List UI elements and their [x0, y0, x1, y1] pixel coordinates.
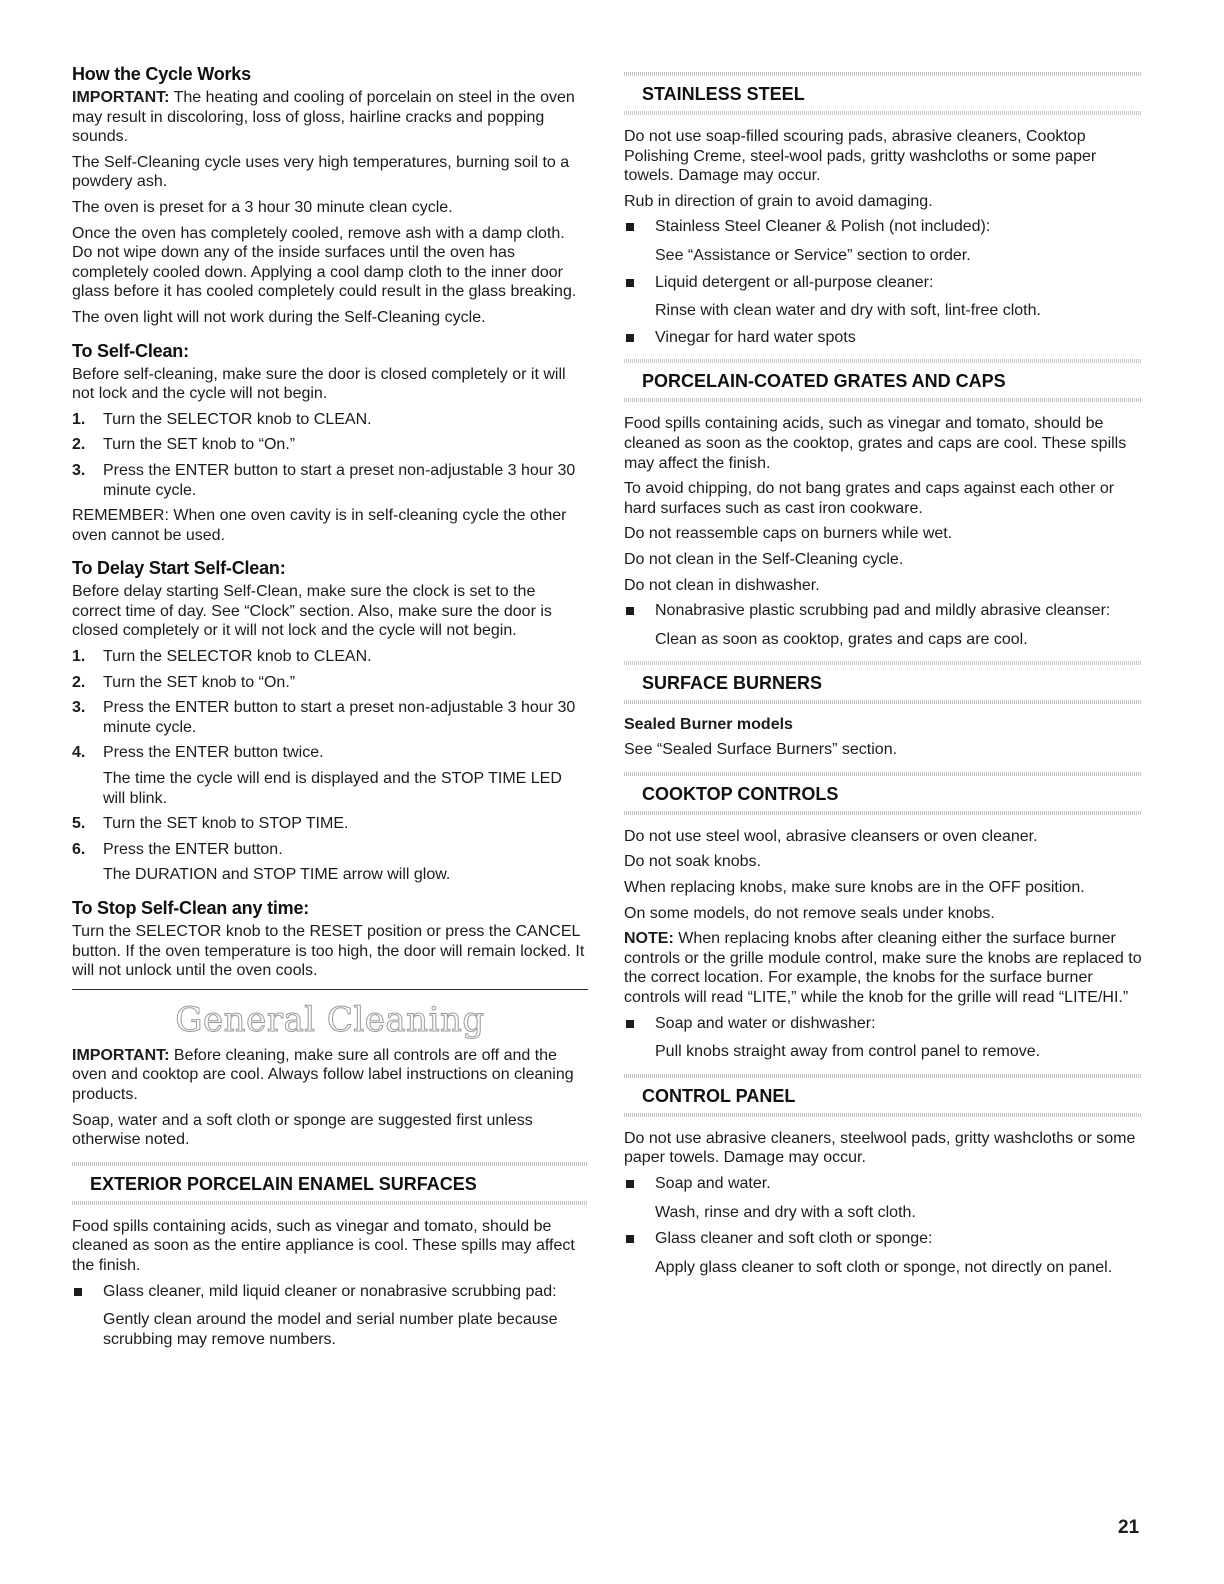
right-column — [624, 64, 1142, 1284]
list-item: 3. Press the ENTER button to start a preset non-adjustable 3 hour 30 minute cycle. — [72, 461, 576, 499]
list-item: 2. Turn the SET knob to “On.” — [72, 436, 296, 454]
controls-heading: COOKTOP CONTROLS — [624, 772, 1142, 815]
stainless-heading: STAINLESS STEEL — [624, 72, 1142, 115]
stainless-p2: Rub in direction of grain to avoid damaging. — [624, 192, 933, 210]
list-item: 3. Press the ENTER button to start a preset non-adjustable 3 hour 30 minute cycle. — [72, 699, 576, 736]
delay-start-intro: Before delay starting Self-Clean, make sure the clock is set to the correct time of day. See “Clock” section. Also, make sure the door is closed completely or it will not lock and the cycle will not begin. — [72, 583, 552, 640]
list-item: 5. Turn the SET knob to STOP TIME. — [72, 815, 349, 833]
delay-start-heading: To Delay Start Self-Clean: — [72, 558, 286, 579]
list-item: 2. Turn the SET knob to “On.” — [72, 673, 296, 691]
list-item: 1. Turn the SELECTOR knob to CLEAN. — [72, 410, 372, 428]
list-item: Glass cleaner and soft cloth or sponge: Apply glass cleaner to soft cloth or sponge, not directly on panel. — [624, 1229, 1142, 1277]
bullet-square-icon — [626, 334, 634, 342]
porcelain-p1: Food spills containing acids, such as vinegar and tomato, should be cleaned as soon as the cooktop, grates and caps are cool. These spills may affect the finish. — [624, 415, 1127, 472]
self-clean-remember: REMEMBER: When one oven cavity is in self-cleaning cycle the other oven cannot be used. — [72, 507, 567, 544]
self-clean-heading: To Self-Clean: — [72, 340, 189, 361]
controls-p1: Do not use steel wool, abrasive cleansers or oven cleaner. — [624, 827, 1038, 845]
page-number: 21 — [1118, 1517, 1140, 1538]
bullet-square-icon — [74, 1288, 82, 1296]
bullet-square-icon — [626, 1180, 634, 1188]
list-item: Soap and water or dishwasher: Pull knobs straight away from control panel to remove. — [624, 1014, 1142, 1062]
porcelain-p3: Do not reassemble caps on burners while wet. — [624, 525, 953, 543]
list-item: Soap and water. Wash, rinse and dry with a soft cloth. — [624, 1174, 1142, 1222]
burners-heading: SURFACE BURNERS — [624, 661, 1142, 704]
burners-subheading: Sealed Burner models — [624, 716, 793, 734]
panel-p1: Do not use abrasive cleaners, steelwool pads, gritty washcloths or some paper towels. Damage may occur. — [624, 1129, 1136, 1167]
porcelain-p2: To avoid chipping, do not bang grates and caps against each other or hard surfaces such as cast iron cookware. — [624, 480, 1115, 517]
how-cycle-p5: The oven light will not work during the Self-Cleaning cycle. — [72, 308, 486, 326]
how-cycle-important: IMPORTANT: The heating and cooling of porcelain on steel in the oven may result in discoloring, loss of gloss, hairline cracks and popping sounds. — [72, 89, 575, 146]
delay-start-steps — [72, 647, 588, 885]
how-cycle-p3: The oven is preset for a 3 hour 30 minute clean cycle. — [72, 198, 453, 216]
exterior-heading: EXTERIOR PORCELAIN ENAMEL SURFACES — [72, 1162, 588, 1205]
panel-heading: CONTROL PANEL — [624, 1074, 1142, 1117]
porcelain-heading: PORCELAIN-COATED GRATES AND CAPS — [624, 359, 1142, 402]
bullet-square-icon — [626, 279, 634, 287]
general-important: IMPORTANT: Before cleaning, make sure all controls are off and the oven and cooktop are cool. Always follow label instructions on cleaning products. — [72, 1046, 574, 1103]
list-item: Vinegar for hard water spots — [624, 328, 1142, 348]
left-column — [72, 64, 588, 1356]
list-item: 6. Press the ENTER button. The DURATION and STOP TIME arrow will glow. — [72, 840, 451, 884]
general-cleaning-title: General Cleaning — [175, 999, 485, 1040]
general-p2: Soap, water and a soft cloth or sponge are suggested first unless otherwise noted. — [72, 1111, 533, 1149]
self-clean-intro: Before self-cleaning, make sure the door is closed completely or it will not lock and the cycle will not begin. — [72, 365, 566, 403]
burners-p1: See “Sealed Surface Burners” section. — [624, 741, 898, 759]
porcelain-p5: Do not clean in dishwasher. — [624, 576, 820, 594]
list-item: 1. Turn the SELECTOR knob to CLEAN. — [72, 648, 372, 666]
exterior-p1: Food spills containing acids, such as vinegar and tomato, should be cleaned as soon as the entire appliance is cool. These spills may affect the finish. — [72, 1217, 575, 1274]
list-item: Stainless Steel Cleaner & Polish (not included): See “Assistance or Service” section to order. — [624, 217, 1142, 265]
bullet-square-icon — [626, 223, 634, 231]
bullet-square-icon — [626, 607, 634, 615]
stop-heading: To Stop Self-Clean any time: — [72, 898, 310, 918]
porcelain-p4: Do not clean in the Self-Cleaning cycle. — [624, 550, 904, 568]
stop-text: Turn the SELECTOR knob to the RESET position or press the CANCEL button. If the oven temperature is too high, the door will remain locked. It will not unlock until the oven cools. — [72, 923, 585, 980]
list-item: Glass cleaner, mild liquid cleaner or nonabrasive scrubbing pad: Gently clean around the model and serial number plate because scrubbing may remove numbers. — [72, 1282, 588, 1350]
controls-p2: Do not soak knobs. — [624, 853, 761, 871]
how-cycle-p4: Once the oven has completely cooled, remove ash with a damp cloth. Do not wipe down any of the inside surfaces until the oven has completely cooled down. Applying a cool damp cloth to the inner door glass before it has cooled completely could result in the glass breaking. — [72, 224, 577, 301]
list-item: Nonabrasive plastic scrubbing pad and mildly abrasive cleanser: Clean as soon as cooktop, grates and caps are cool. — [624, 601, 1142, 649]
bullet-square-icon — [626, 1020, 634, 1028]
list-item: 4. Press the ENTER button twice. The time the cycle will end is displayed and the STOP TIME LED will blink. — [72, 744, 562, 807]
stainless-p1: Do not use soap-filled scouring pads, abrasive cleaners, Cooktop Polishing Creme, steel-wool pads, gritty washcloths or some paper towels. Damage may occur. — [624, 128, 1097, 185]
list-item: Liquid detergent or all-purpose cleaner: Rinse with clean water and dry with soft, lint-free cloth. — [624, 273, 1142, 321]
section-divider — [72, 989, 588, 990]
how-cycle-p2: The Self-Cleaning cycle uses very high temperatures, burning soil to a powdery ash. — [72, 153, 570, 191]
controls-note: NOTE: When replacing knobs after cleaning either the surface burner controls or the grille module control, make sure the knobs are replaced to the correct location. For example, the knobs for the surface burner controls will read “LITE,” while the knob for the grille will read “LITE/HI.” — [624, 930, 1142, 1007]
controls-p3: When replacing knobs, make sure knobs are in the OFF position. — [624, 879, 1085, 897]
controls-p4: On some models, do not remove seals under knobs. — [624, 904, 995, 922]
bullet-square-icon — [626, 1235, 634, 1243]
self-clean-steps — [72, 410, 588, 500]
how-cycle-heading: How the Cycle Works — [72, 64, 251, 84]
